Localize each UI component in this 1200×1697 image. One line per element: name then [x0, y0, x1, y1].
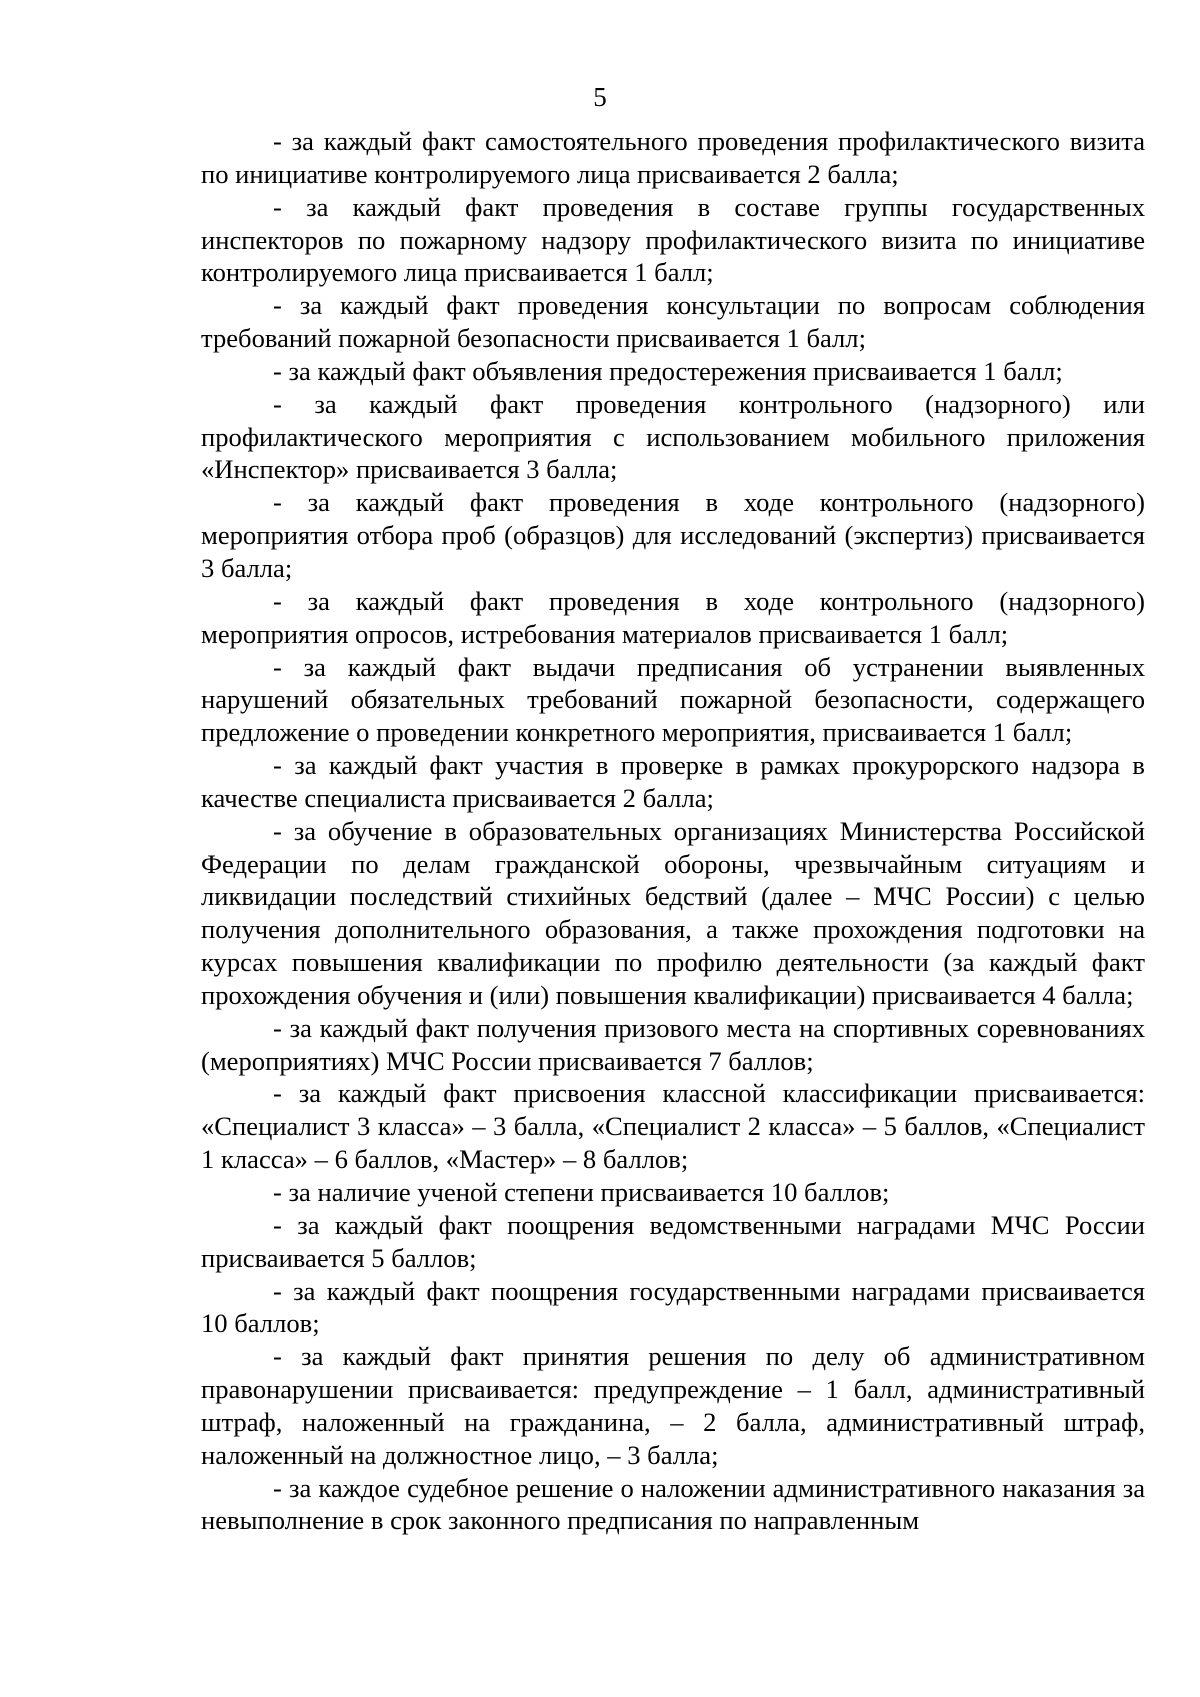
paragraph-11: - за каждый факт получения призового места на спортивных соревнованиях (мероприятиях) МЧС России присваивается 7 баллов; — [201, 1012, 1145, 1076]
paragraph-9: - за каждый факт участия в проверке в рамках прокурорского надзора в качестве специалиста присваивается 2 балла; — [201, 750, 1145, 813]
paragraph-10: - за обучение в образовательных организациях Министерства Российской Федерации по делам гражданской обороны, чрезвычайным ситуациям и ликвидации последствий стихийных бедствий (далее – МЧС России) с целью получения дополнительного образования, а также прохождения подготовки на курсах повышения квалификации по профилю деятельности (за каждый факт прохождения обучения и (или) повышения квалификации) присваивается 4 балла; — [201, 815, 1145, 1010]
paragraph-14: - за каждый факт поощрения ведомственными наградами МЧС России присваивается 5 баллов; — [201, 1209, 1145, 1273]
paragraph-2: - за каждый факт проведения в составе группы государственных инспекторов по пожарному надзору профилактического визита по инициативе контролируемого лица присваивается 1 балл; — [201, 191, 1145, 288]
paragraph-6: - за каждый факт проведения в ходе контрольного (надзорного) мероприятия отбора проб (образцов) для исследований (экспертиз) присваивается 3 балла; — [201, 487, 1145, 583]
paragraph-16: - за каждый факт принятия решения по делу об административном правонарушении присваивается: предупреждение – 1 балл, административный штраф, наложенный на гражданина, – 2 балла, административный штраф, наложенный на должностное лицо, – 3 балла; — [201, 1341, 1145, 1470]
page-number: 5 — [593, 82, 607, 112]
paragraph-13: - за наличие ученой степени присваивается 10 баллов; — [273, 1177, 890, 1207]
paragraph-7: - за каждый факт проведения в ходе контрольного (надзорного) мероприятия опросов, истребования материалов присваивается 1 балл; — [201, 585, 1145, 649]
paragraph-8: - за каждый факт выдачи предписания об устранении выявленных нарушений обязательных требований пожарной безопасности, содержащего предложение о проведении конкретного мероприятия, присваивается 1 балл; — [201, 651, 1145, 748]
paragraph-15: - за каждый факт поощрения государственными наградами присваивается 10 баллов; — [201, 1275, 1145, 1339]
paragraph-5: - за каждый факт проведения контрольного (надзорного) или профилактического мероприятия с использованием мобильного приложения «Инспектор» присваивается 3 балла; — [201, 388, 1145, 485]
paragraph-4: - за каждый факт объявления предостережения присваивается 1 балл; — [273, 355, 1063, 386]
paragraph-17: - за каждое судебное решение о наложении административного наказания за невыполнение в срок законного предписания по направленным — [201, 1472, 1145, 1536]
document-body — [201, 125, 1145, 1537]
paragraph-3: - за каждый факт проведения консультации по вопросам соблюдения требований пожарной безопасности присваивается 1 балл; — [201, 290, 1145, 354]
paragraph-1: - за каждый факт самостоятельного проведения профилактического визита по инициативе контролируемого лица присваивается 2 балла; — [201, 126, 1145, 189]
paragraph-12: - за каждый факт присвоения классной классификации присваивается: «Специалист 3 класса» – 3 балла, «Специалист 2 класса» – 5 баллов, «Специалист 1 класса» – 6 баллов, «Мастер» – 8 баллов; — [201, 1078, 1145, 1175]
